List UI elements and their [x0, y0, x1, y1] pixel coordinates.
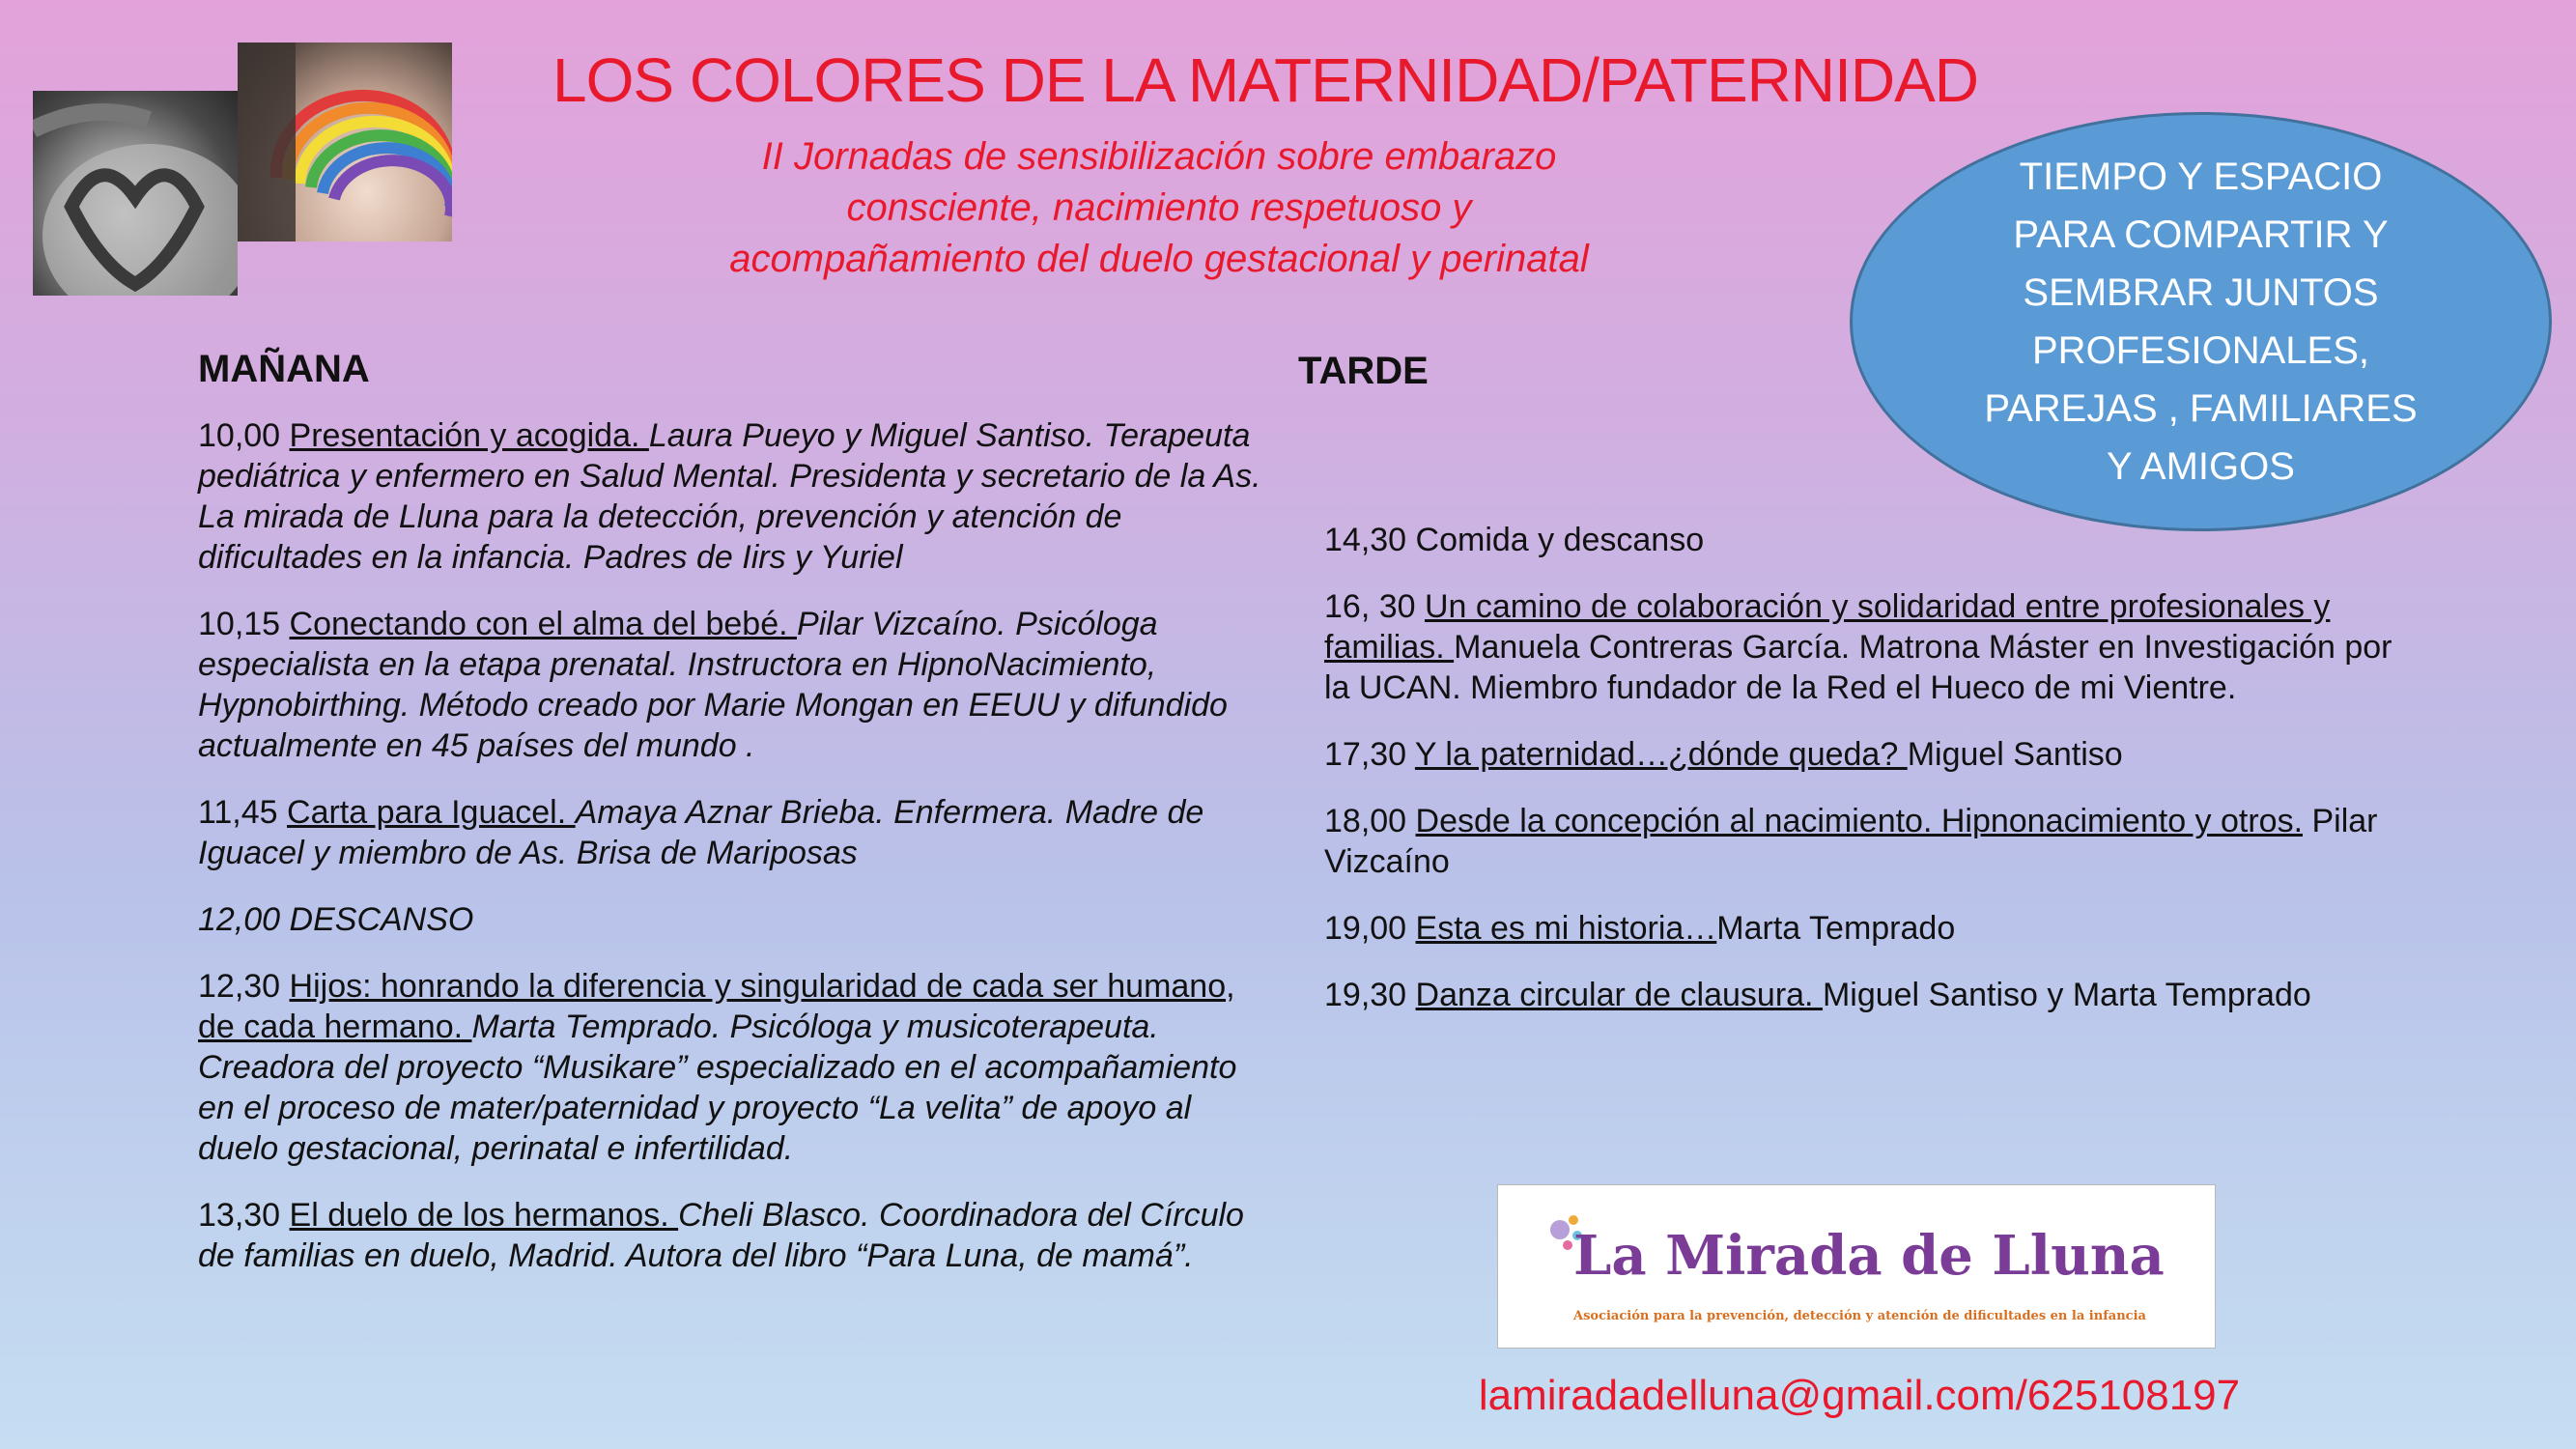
- entry-time: 19,00: [1324, 910, 1416, 947]
- entry-time: 18,00: [1324, 803, 1416, 839]
- bubble-line: PARA COMPARTIR Y: [2013, 213, 2389, 256]
- morning-heading: MAÑANA: [198, 348, 370, 390]
- break-entry: 12,00 DESCANSO: [198, 901, 474, 938]
- entry-title: Conectando con el alma del bebé.: [289, 606, 798, 642]
- entry-time: 17,30: [1324, 736, 1415, 773]
- entry-title: Carta para Iguacel.: [287, 794, 576, 831]
- info-bubble-text: [1950, 148, 2452, 496]
- bubble-line: Y AMIGOS: [2107, 445, 2295, 488]
- entry-time: 14,30 Comida y descanso: [1324, 522, 1705, 558]
- entry-speaker: Pilar Vizcaíno: [1324, 803, 2378, 880]
- entry-title: Desde la concepción al nacimiento. Hipnonacimiento y otros.: [1415, 803, 2304, 839]
- schedule-entry: [1324, 801, 2406, 882]
- entry-time: 10,00: [198, 417, 290, 454]
- entry-time: 11,45: [198, 794, 288, 831]
- entry-time: 19,30: [1324, 977, 1416, 1013]
- logo-tagline: Asociación para la prevención, detección y atención de dificultades en la infancia: [1573, 1309, 2146, 1323]
- entry-time: 13,30: [198, 1197, 290, 1234]
- bubble-line: PROFESIONALES,: [2032, 329, 2369, 372]
- schedule-entry: [1324, 734, 2406, 775]
- schedule-entry: [1324, 908, 2406, 949]
- afternoon-schedule: [1324, 520, 2406, 1041]
- schedule-entry: [1324, 975, 2406, 1015]
- schedule-entry: [1324, 520, 2406, 560]
- pregnant-belly-photo: [33, 91, 238, 296]
- entry-speaker: Marta Temprado: [1716, 910, 1956, 947]
- schedule-entry: [1324, 586, 2406, 708]
- entry-title: Un camino de colaboración y solidaridad entre profesionales y familias.: [1324, 588, 2331, 666]
- schedule-entry: [198, 604, 1270, 766]
- schedule-entry: [198, 415, 1270, 578]
- bubble-line: TIEMPO Y ESPACIO: [2019, 156, 2383, 198]
- entry-speaker: Marta Temprado. Psicóloga y musicoterapeuta. Creadora del proyecto “Musikare” especializado en el acompañamiento en el proceso de mater/paternidad y proyecto “La velita” de apoyo al duelo gestacional, perinatal e infertilidad.: [198, 1009, 1237, 1167]
- entry-speaker: Cheli Blasco. Coordinadora del Círculo de familias en duelo, Madrid. Autora del libro “Para Luna, de mamá”.: [198, 1197, 1244, 1274]
- schedule-entry: [198, 966, 1270, 1169]
- entry-speaker: Laura Pueyo y Miguel Santiso. Terapeuta pediátrica y enfermero en Salud Mental. Presidenta y secretario de la As. La mirada de Lluna para la detección, prevención y atención de dificultades en la infancia. Padres de Iirs y Yuriel: [198, 417, 1261, 576]
- schedule-entry: [198, 792, 1270, 873]
- info-bubble: [1850, 112, 2552, 531]
- schedule-entry: [198, 1195, 1270, 1276]
- entry-speaker: Pilar Vizcaíno. Psicóloga especialista en la etapa prenatal. Instructora en HipnoNacimiento, Hypnobirthing. Método creado por Marie Mongan en EEUU y difundido actualmente en 45 países del mundo .: [198, 606, 1228, 764]
- entry-title: Y la paternidad…¿dónde queda?: [1414, 736, 1908, 773]
- morning-schedule: [198, 415, 1270, 1302]
- entry-speaker: Manuela Contreras García. Matrona Máster en Investigación por la UCAN. Miembro fundador de la Red el Hueco de mi Vientre.: [1324, 629, 2392, 706]
- afternoon-heading: TARDE: [1298, 350, 1429, 392]
- association-logo: [1497, 1184, 2216, 1349]
- page-title: LOS COLORES DE LA MATERNIDAD/PATERNIDAD: [552, 45, 1978, 115]
- logo-name: La Mirada de Lluna: [1573, 1224, 2165, 1288]
- bubble-line: SEMBRAR JUNTOS: [2023, 271, 2379, 314]
- entry-title: Esta es mi historia…: [1415, 910, 1717, 947]
- entry-speaker: Miguel Santiso y Marta Temprado: [1822, 977, 2311, 1013]
- entry-title: Presentación y acogida.: [289, 417, 649, 454]
- bubble-line: PAREJAS , FAMILIARES: [1984, 387, 2418, 430]
- rainbow-belly-photo: [238, 43, 452, 242]
- entry-title: El duelo de los hermanos.: [289, 1197, 679, 1234]
- entry-time: 12,30: [198, 968, 290, 1005]
- entry-title: Danza circular de clausura.: [1415, 977, 1823, 1013]
- subtitle-line: acompañamiento del duelo gestacional y perinatal: [729, 238, 1589, 280]
- subtitle-line: consciente, nacimiento respetuoso y: [846, 186, 1472, 229]
- subtitle-line: II Jornadas de sensibilización sobre embarazo: [761, 135, 1557, 178]
- entry-speaker: Miguel Santiso: [1907, 736, 2123, 773]
- entry-time: 16, 30: [1324, 588, 1425, 625]
- contact-info: lamiradadelluna@gmail.com/625108197: [1478, 1372, 2241, 1419]
- entry-time: 10,15: [198, 606, 290, 642]
- page-subtitle: [580, 131, 1739, 285]
- entry-speaker: Amaya Aznar Brieba. Enfermera. Madre de Iguacel y miembro de As. Brisa de Mariposas: [198, 794, 1204, 871]
- entry-title: Hijos: honrando la diferencia y singularidad de cada ser humano, de cada hermano.: [198, 968, 1235, 1045]
